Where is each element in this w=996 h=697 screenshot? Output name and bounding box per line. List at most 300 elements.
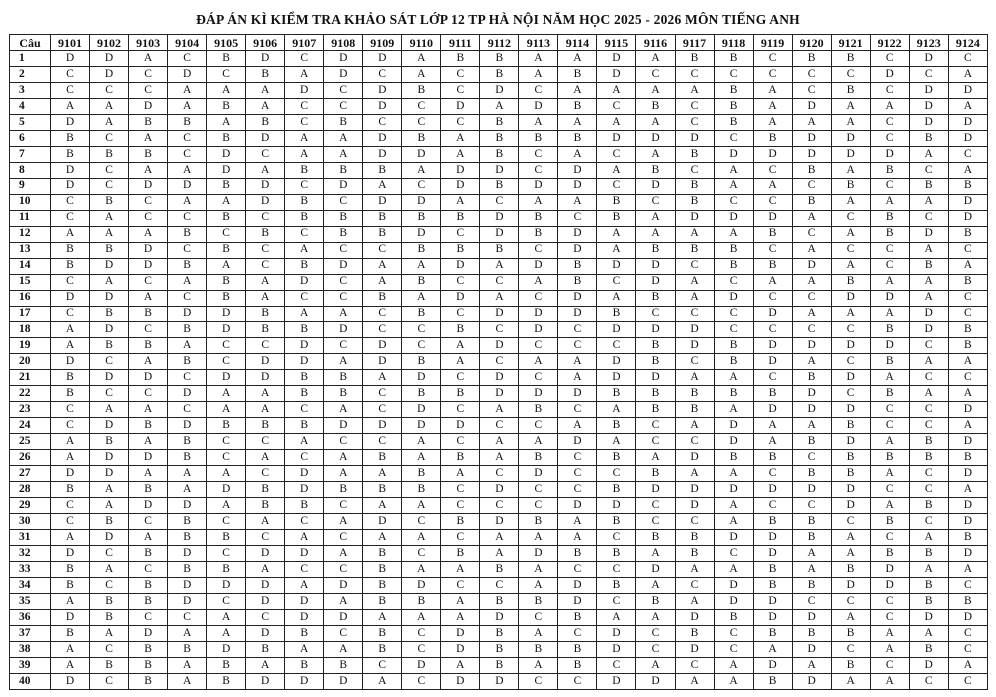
answer-cell: C	[129, 322, 168, 338]
answer-cell: B	[363, 226, 402, 242]
answer-cell: D	[753, 306, 792, 322]
answer-cell: C	[402, 514, 441, 530]
answer-cell: C	[870, 530, 909, 546]
answer-cell: B	[90, 609, 129, 625]
answer-cell: C	[792, 322, 831, 338]
answer-cell: A	[948, 258, 987, 274]
answer-cell: B	[90, 146, 129, 162]
answer-cell: C	[285, 98, 324, 114]
answer-cell: D	[792, 402, 831, 418]
header-exam-code: 9106	[246, 35, 285, 51]
answer-cell: B	[870, 226, 909, 242]
answer-cell: C	[597, 146, 636, 162]
question-number: 34	[10, 577, 51, 593]
answer-cell: A	[870, 274, 909, 290]
answer-cell: D	[441, 98, 480, 114]
answer-cell: B	[519, 514, 558, 530]
answer-cell: D	[597, 673, 636, 689]
answer-cell: C	[597, 178, 636, 194]
answer-cell: D	[285, 338, 324, 354]
answer-cell: B	[675, 546, 714, 562]
table-row	[10, 466, 988, 482]
answer-cell: A	[558, 354, 597, 370]
answer-cell: A	[285, 434, 324, 450]
answer-cell: C	[246, 242, 285, 258]
answer-cell: B	[168, 562, 207, 578]
answer-cell: B	[324, 386, 363, 402]
answer-cell: B	[792, 434, 831, 450]
answer-cell: D	[831, 402, 870, 418]
answer-cell: B	[246, 641, 285, 657]
answer-cell: D	[363, 194, 402, 210]
answer-cell: D	[324, 258, 363, 274]
answer-cell: A	[870, 194, 909, 210]
question-number: 9	[10, 178, 51, 194]
answer-cell: C	[402, 338, 441, 354]
answer-cell: C	[207, 226, 246, 242]
answer-cell: C	[870, 178, 909, 194]
answer-cell: C	[168, 609, 207, 625]
answer-cell: C	[636, 434, 675, 450]
answer-cell: C	[636, 514, 675, 530]
answer-cell: B	[753, 577, 792, 593]
answer-cell: A	[441, 354, 480, 370]
answer-cell: B	[870, 354, 909, 370]
question-number: 21	[10, 370, 51, 386]
answer-cell: C	[363, 657, 402, 673]
answer-cell: B	[480, 114, 519, 130]
table-row	[10, 546, 988, 562]
answer-cell: B	[948, 226, 987, 242]
answer-cell: B	[168, 514, 207, 530]
answer-cell: D	[909, 51, 948, 67]
answer-cell: A	[675, 673, 714, 689]
table-row	[10, 498, 988, 514]
answer-cell: A	[792, 657, 831, 673]
answer-cell: C	[948, 146, 987, 162]
answer-cell: D	[792, 258, 831, 274]
answer-cell: C	[168, 146, 207, 162]
answer-cell: C	[909, 402, 948, 418]
answer-cell: B	[129, 577, 168, 593]
answer-cell: A	[129, 530, 168, 546]
question-number: 29	[10, 498, 51, 514]
answer-cell: C	[324, 625, 363, 641]
answer-cell: A	[246, 657, 285, 673]
answer-cell: C	[363, 386, 402, 402]
answer-cell: D	[90, 66, 129, 82]
answer-cell: A	[714, 562, 753, 578]
answer-cell: B	[558, 98, 597, 114]
answer-cell: C	[90, 577, 129, 593]
answer-cell: A	[402, 51, 441, 67]
answer-cell: D	[441, 258, 480, 274]
answer-cell: C	[285, 562, 324, 578]
answer-cell: D	[870, 577, 909, 593]
question-number: 27	[10, 466, 51, 482]
answer-cell: D	[285, 546, 324, 562]
question-number: 38	[10, 641, 51, 657]
answer-cell: C	[558, 402, 597, 418]
answer-cell: C	[168, 290, 207, 306]
answer-cell: A	[168, 194, 207, 210]
answer-cell: C	[753, 370, 792, 386]
answer-cell: A	[51, 322, 90, 338]
answer-cell: C	[207, 514, 246, 530]
answer-cell: D	[753, 354, 792, 370]
answer-cell: D	[363, 514, 402, 530]
answer-cell: A	[129, 402, 168, 418]
answer-cell: A	[948, 66, 987, 82]
answer-cell: B	[558, 274, 597, 290]
answer-cell: D	[285, 593, 324, 609]
answer-cell: C	[909, 482, 948, 498]
answer-cell: A	[246, 98, 285, 114]
answer-cell: D	[402, 226, 441, 242]
answer-cell: B	[441, 450, 480, 466]
answer-cell: B	[792, 514, 831, 530]
answer-cell: D	[753, 210, 792, 226]
answer-cell: B	[519, 226, 558, 242]
answer-cell: A	[324, 130, 363, 146]
answer-cell: B	[636, 530, 675, 546]
table-row	[10, 593, 988, 609]
answer-cell: D	[168, 593, 207, 609]
answer-cell: C	[519, 370, 558, 386]
answer-cell: D	[714, 530, 753, 546]
answer-cell: B	[480, 657, 519, 673]
answer-cell: D	[753, 338, 792, 354]
answer-cell: C	[675, 434, 714, 450]
answer-cell: C	[909, 338, 948, 354]
answer-cell: C	[597, 530, 636, 546]
answer-cell: C	[90, 82, 129, 98]
answer-cell: C	[597, 562, 636, 578]
answer-cell: A	[168, 625, 207, 641]
answer-cell: B	[402, 242, 441, 258]
answer-cell: C	[168, 130, 207, 146]
table-row	[10, 162, 988, 178]
answer-cell: B	[441, 51, 480, 67]
header-exam-code: 9105	[207, 35, 246, 51]
answer-cell: D	[285, 274, 324, 290]
answer-cell: B	[792, 625, 831, 641]
answer-cell: C	[441, 82, 480, 98]
answer-cell: B	[519, 450, 558, 466]
answer-cell: B	[948, 450, 987, 466]
answer-cell: D	[441, 178, 480, 194]
header-exam-code: 9120	[792, 35, 831, 51]
answer-cell: A	[714, 402, 753, 418]
answer-cell: B	[714, 609, 753, 625]
header-exam-code: 9115	[597, 35, 636, 51]
answer-cell: B	[480, 130, 519, 146]
answer-cell: B	[285, 258, 324, 274]
answer-cell: B	[363, 482, 402, 498]
header-exam-code: 9112	[480, 35, 519, 51]
answer-cell: B	[753, 130, 792, 146]
answer-cell: B	[51, 482, 90, 498]
answer-cell: D	[714, 434, 753, 450]
table-row	[10, 657, 988, 673]
question-number: 19	[10, 338, 51, 354]
answer-cell: D	[792, 130, 831, 146]
answer-cell: D	[831, 577, 870, 593]
answer-cell: D	[363, 82, 402, 98]
answer-cell: D	[558, 434, 597, 450]
answer-cell: B	[363, 210, 402, 226]
answer-cell: C	[129, 562, 168, 578]
question-number: 36	[10, 609, 51, 625]
answer-cell: B	[129, 418, 168, 434]
answer-cell: A	[168, 466, 207, 482]
answer-cell: B	[714, 258, 753, 274]
answer-cell: A	[168, 162, 207, 178]
answer-cell: B	[285, 498, 324, 514]
answer-cell: C	[480, 498, 519, 514]
answer-cell: A	[129, 130, 168, 146]
answer-cell: D	[597, 625, 636, 641]
answer-cell: C	[597, 466, 636, 482]
answer-cell: B	[558, 609, 597, 625]
table-row	[10, 258, 988, 274]
answer-cell: A	[675, 593, 714, 609]
answer-cell: A	[129, 354, 168, 370]
answer-cell: C	[246, 338, 285, 354]
answer-cell: D	[402, 577, 441, 593]
table-row	[10, 386, 988, 402]
answer-cell: D	[636, 178, 675, 194]
answer-cell: A	[636, 51, 675, 67]
answer-cell: B	[948, 338, 987, 354]
answer-cell: C	[51, 306, 90, 322]
answer-cell: C	[51, 66, 90, 82]
answer-cell: C	[51, 210, 90, 226]
answer-cell: B	[207, 130, 246, 146]
answer-cell: B	[792, 577, 831, 593]
answer-cell: C	[753, 66, 792, 82]
answer-cell: D	[558, 290, 597, 306]
answer-cell: C	[909, 466, 948, 482]
answer-cell: C	[480, 577, 519, 593]
answer-cell: C	[831, 354, 870, 370]
answer-cell: A	[480, 290, 519, 306]
table-row	[10, 625, 988, 641]
answer-cell: C	[519, 82, 558, 98]
answer-cell: A	[558, 82, 597, 98]
answer-cell: C	[90, 130, 129, 146]
answer-cell: A	[636, 114, 675, 130]
answer-cell: A	[792, 306, 831, 322]
answer-cell: A	[519, 274, 558, 290]
answer-cell: C	[909, 162, 948, 178]
answer-cell: C	[129, 210, 168, 226]
answer-cell: A	[324, 402, 363, 418]
header-exam-code: 9123	[909, 35, 948, 51]
answer-cell: C	[597, 657, 636, 673]
answer-cell: B	[363, 641, 402, 657]
answer-cell: D	[831, 498, 870, 514]
answer-cell: B	[168, 434, 207, 450]
answer-cell: A	[285, 641, 324, 657]
answer-cell: D	[597, 66, 636, 82]
answer-cell: A	[909, 386, 948, 402]
answer-cell: B	[870, 546, 909, 562]
answer-cell: C	[246, 434, 285, 450]
answer-cell: C	[870, 402, 909, 418]
answer-cell: C	[402, 322, 441, 338]
answer-cell: A	[168, 338, 207, 354]
answer-cell: D	[753, 546, 792, 562]
answer-cell: D	[831, 338, 870, 354]
header-exam-code: 9111	[441, 35, 480, 51]
answer-cell: C	[519, 146, 558, 162]
answer-cell: C	[948, 625, 987, 641]
answer-cell: A	[636, 577, 675, 593]
answer-cell: D	[558, 577, 597, 593]
question-number: 5	[10, 114, 51, 130]
answer-cell: D	[246, 625, 285, 641]
answer-cell: C	[714, 274, 753, 290]
answer-cell: A	[636, 657, 675, 673]
table-row	[10, 641, 988, 657]
answer-cell: A	[597, 402, 636, 418]
answer-cell: B	[792, 51, 831, 67]
answer-cell: C	[636, 625, 675, 641]
answer-cell: B	[909, 258, 948, 274]
answer-cell: C	[402, 625, 441, 641]
table-row	[10, 66, 988, 82]
answer-cell: D	[246, 354, 285, 370]
answer-cell: C	[675, 98, 714, 114]
answer-cell: D	[207, 370, 246, 386]
answer-cell: A	[51, 434, 90, 450]
answer-cell: A	[831, 546, 870, 562]
answer-cell: A	[792, 546, 831, 562]
answer-cell: C	[636, 641, 675, 657]
answer-cell: A	[90, 498, 129, 514]
answer-cell: B	[402, 482, 441, 498]
answer-cell: D	[207, 577, 246, 593]
answer-cell: A	[246, 562, 285, 578]
answer-cell: D	[207, 322, 246, 338]
answer-cell: B	[363, 546, 402, 562]
answer-cell: D	[324, 51, 363, 67]
answer-cell: D	[948, 546, 987, 562]
answer-cell: D	[831, 482, 870, 498]
answer-cell: B	[285, 194, 324, 210]
answer-cell: A	[909, 530, 948, 546]
answer-cell: D	[51, 178, 90, 194]
answer-cell: B	[129, 146, 168, 162]
table-row	[10, 146, 988, 162]
answer-cell: A	[207, 466, 246, 482]
answer-cell: A	[207, 258, 246, 274]
question-number: 1	[10, 51, 51, 67]
answer-cell: B	[207, 98, 246, 114]
answer-cell: A	[207, 498, 246, 514]
header-exam-code: 9119	[753, 35, 792, 51]
answer-cell: A	[51, 657, 90, 673]
answer-cell: D	[558, 593, 597, 609]
answer-cell: C	[792, 290, 831, 306]
answer-cell: B	[909, 498, 948, 514]
answer-cell: C	[363, 114, 402, 130]
answer-cell: C	[636, 498, 675, 514]
header-exam-code: 9109	[363, 35, 402, 51]
answer-cell: C	[168, 370, 207, 386]
answer-cell: A	[402, 498, 441, 514]
answer-cell: C	[714, 546, 753, 562]
answer-cell: A	[480, 546, 519, 562]
question-number: 23	[10, 402, 51, 418]
answer-cell: A	[441, 338, 480, 354]
answer-cell: B	[636, 386, 675, 402]
answer-cell: D	[792, 641, 831, 657]
answer-cell: C	[948, 242, 987, 258]
answer-cell: D	[948, 130, 987, 146]
answer-cell: C	[363, 434, 402, 450]
question-number: 12	[10, 226, 51, 242]
answer-cell: A	[246, 402, 285, 418]
answer-cell: B	[90, 514, 129, 530]
answer-cell: A	[207, 609, 246, 625]
answer-cell: D	[753, 657, 792, 673]
answer-cell: D	[285, 466, 324, 482]
answer-cell: C	[558, 338, 597, 354]
answer-cell: D	[246, 370, 285, 386]
answer-cell: D	[597, 51, 636, 67]
answer-cell: C	[948, 51, 987, 67]
answer-cell: B	[363, 625, 402, 641]
table-row	[10, 178, 988, 194]
table-row	[10, 290, 988, 306]
answer-cell: B	[636, 290, 675, 306]
question-number: 40	[10, 673, 51, 689]
answer-cell: B	[324, 162, 363, 178]
answer-cell: A	[246, 82, 285, 98]
table-row	[10, 98, 988, 114]
table-row	[10, 338, 988, 354]
answer-cell: A	[363, 258, 402, 274]
answer-cell: D	[90, 290, 129, 306]
answer-cell: A	[870, 370, 909, 386]
answer-cell: B	[90, 338, 129, 354]
answer-cell: B	[948, 322, 987, 338]
answer-cell: B	[675, 386, 714, 402]
answer-cell: B	[948, 530, 987, 546]
answer-cell: A	[870, 625, 909, 641]
answer-cell: A	[675, 274, 714, 290]
answer-cell: A	[363, 530, 402, 546]
answer-cell: B	[480, 242, 519, 258]
answer-cell: C	[909, 673, 948, 689]
answer-cell: C	[519, 498, 558, 514]
answer-cell: C	[948, 577, 987, 593]
answer-cell: C	[831, 242, 870, 258]
answer-cell: A	[51, 226, 90, 242]
answer-cell: D	[51, 673, 90, 689]
table-row	[10, 577, 988, 593]
answer-cell: D	[636, 130, 675, 146]
answer-cell: B	[792, 194, 831, 210]
answer-cell: A	[324, 306, 363, 322]
answer-cell: A	[129, 290, 168, 306]
answer-cell: D	[870, 562, 909, 578]
answer-cell: B	[597, 386, 636, 402]
answer-cell: A	[324, 354, 363, 370]
answer-cell: B	[441, 322, 480, 338]
